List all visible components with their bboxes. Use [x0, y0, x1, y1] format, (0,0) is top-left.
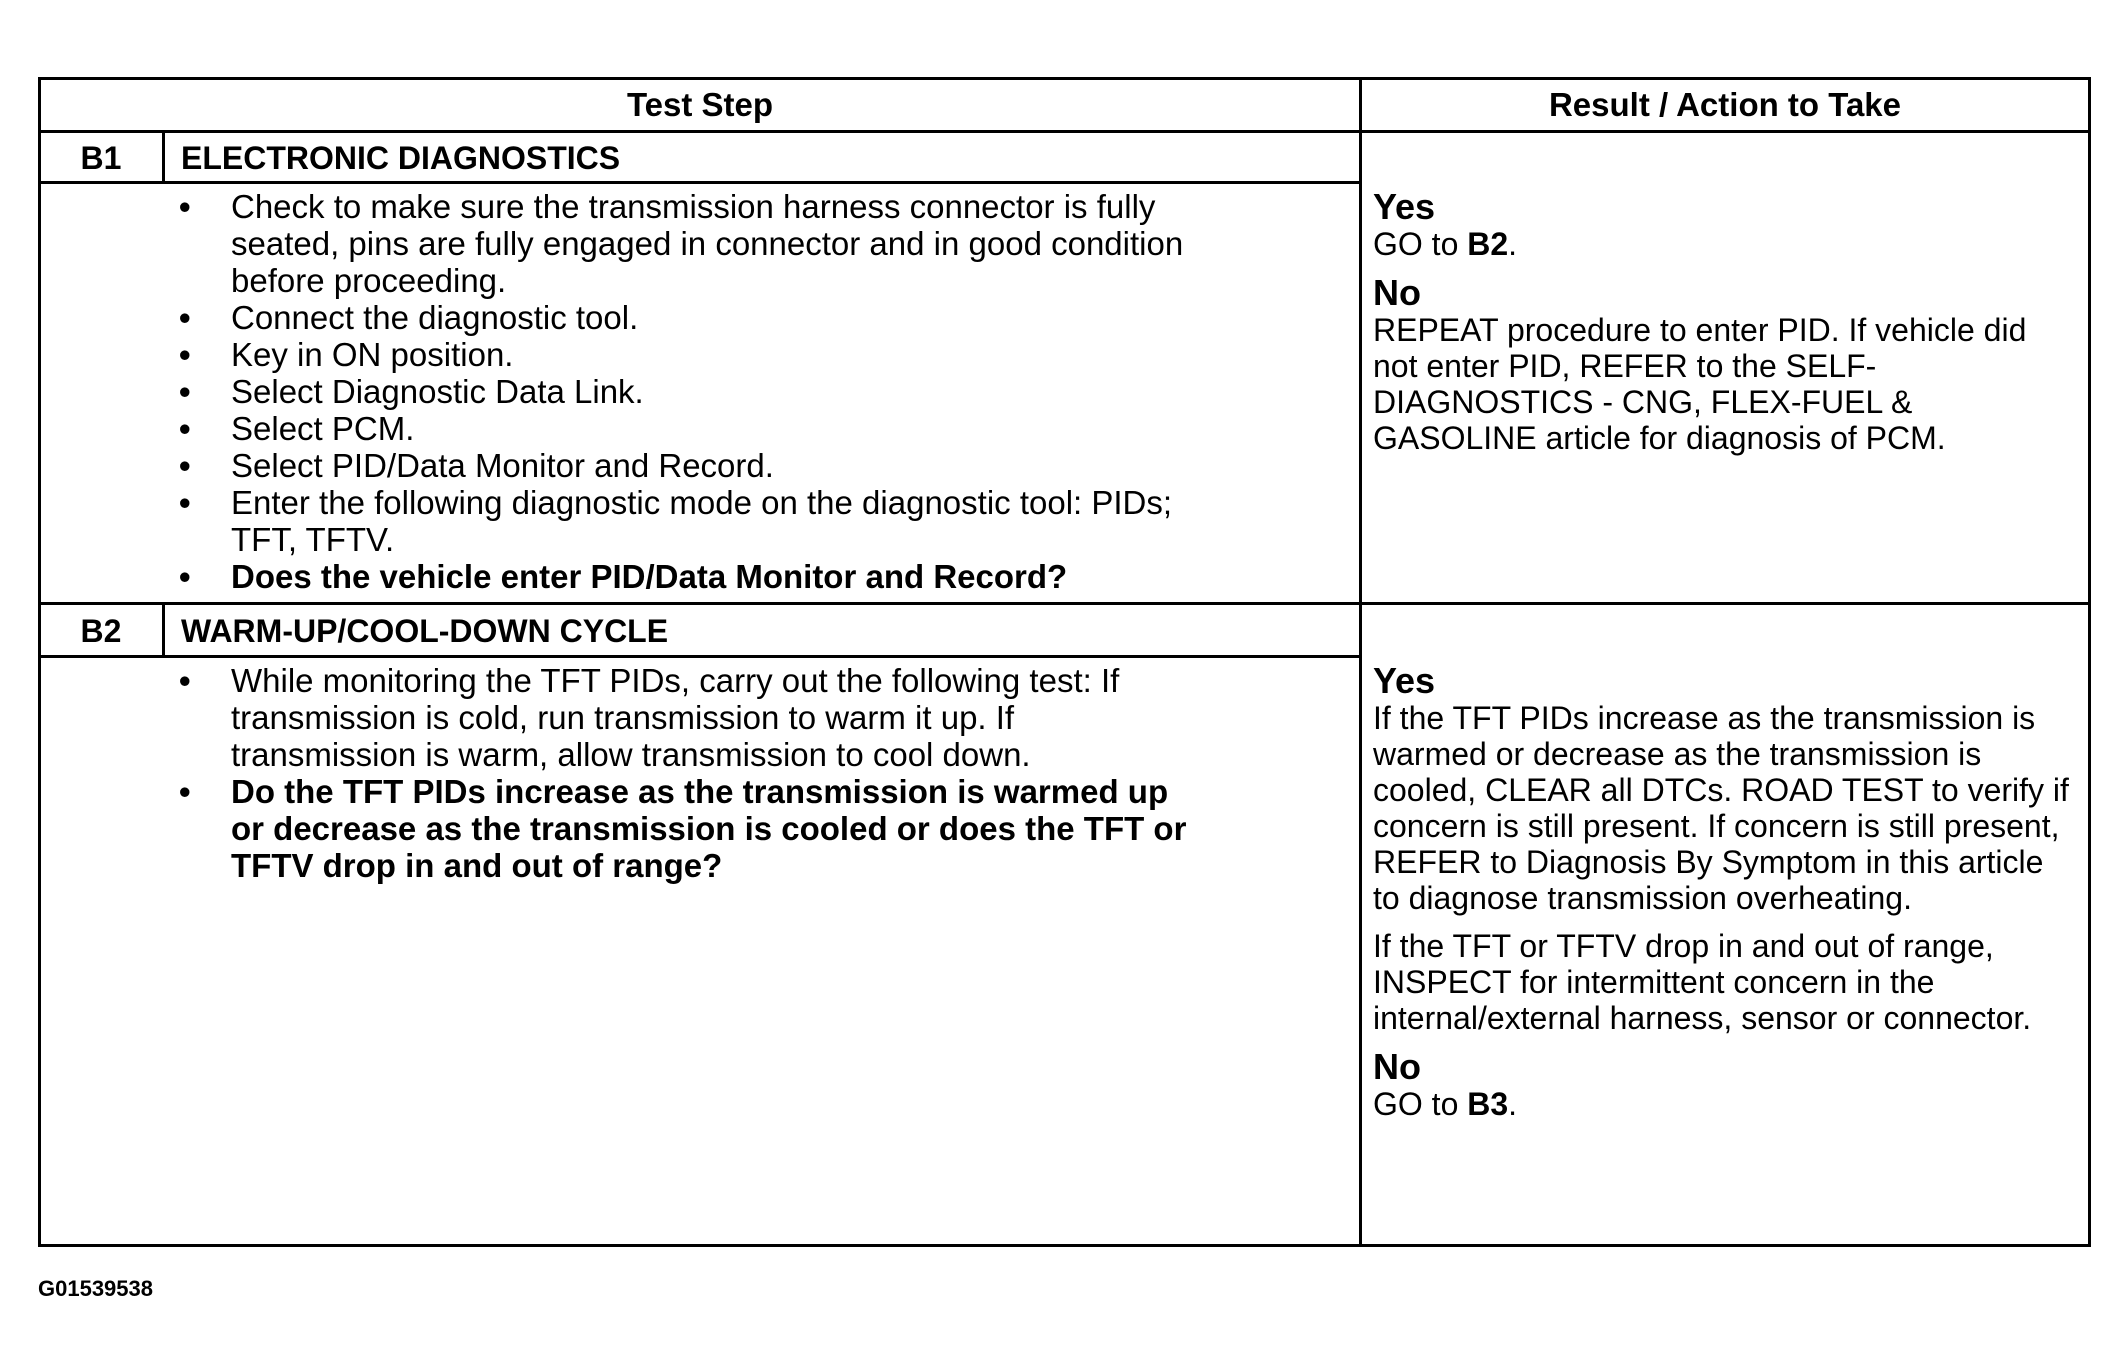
- b1-yes-action: GO to B2.: [1373, 226, 1518, 262]
- b2-id-divider: [162, 604, 165, 656]
- b1-step-id: B1: [80, 140, 122, 176]
- list-item: • Select Diagnostic Data Link.: [41, 373, 1191, 410]
- list-item: • Check to make sure the transmission harness connector is fully seated, pins are fully engaged in connector and in good condition before proceeding.: [41, 188, 1191, 299]
- b2-title-divider: [41, 655, 1360, 658]
- b1-no-action: REPEAT procedure to enter PID. If vehicle did not enter PID, REFER to the SELF-DIAGNOSTICS - CNG, FLEX-FUEL & GASOLINE article for diagnosis of PCM.: [1373, 312, 2027, 456]
- b1-no-label: No: [1373, 272, 1421, 313]
- b1-id-divider: [162, 130, 165, 182]
- list-item: • Select PID/Data Monitor and Record.: [41, 447, 1191, 484]
- result-action-header: Result / Action to Take: [1548, 86, 1902, 123]
- list-item: • While monitoring the TFT PIDs, carry out the following test: If transmission is cold, run transmission to warm it up. If transmission is warm, allow transmission to cool down.: [41, 662, 1191, 773]
- b2-no-label: No: [1373, 1046, 1421, 1087]
- diagnostic-table: [38, 77, 2091, 1247]
- column-divider: [1359, 80, 1362, 1244]
- b2-step-list: [41, 662, 1191, 884]
- b1-yes-label: Yes: [1373, 186, 1436, 227]
- header-divider: [41, 130, 2088, 133]
- b2-step-id: B2: [80, 613, 122, 649]
- list-item: • Does the vehicle enter PID/Data Monitor and Record?: [41, 558, 1191, 595]
- b1-step-list: [41, 188, 1191, 595]
- b1-result: [1373, 188, 2073, 456]
- list-item: • Key in ON position.: [41, 336, 1191, 373]
- list-item: • Connect the diagnostic tool.: [41, 299, 1191, 336]
- b1-step-title: ELECTRONIC DIAGNOSTICS: [181, 140, 621, 176]
- list-item: • Select PCM.: [41, 410, 1191, 447]
- figure-id: G01539538: [38, 1276, 153, 1301]
- b2-step-title: WARM-UP/COOL-DOWN CYCLE: [181, 613, 669, 649]
- list-item: • Enter the following diagnostic mode on the diagnostic tool: PIDs; TFT, TFTV.: [41, 484, 1191, 558]
- b1-title-divider: [41, 181, 1360, 184]
- b2-yes-action-2: If the TFT or TFTV drop in and out of range, INSPECT for intermittent concern in the internal/external harness, sensor or connector.: [1373, 928, 2032, 1036]
- b2-result: [1373, 662, 2073, 1122]
- b2-yes-label: Yes: [1373, 660, 1436, 701]
- b2-yes-action-1: If the TFT PIDs increase as the transmission is warmed or decrease as the transmission is cooled, CLEAR all DTCs. ROAD TEST to verify if concern is still present. If concern is still present, REFER to Diagnosis By Symptom in this article to diagnose transmission overheating.: [1373, 700, 2069, 916]
- b1-b2-divider: [41, 602, 2088, 605]
- test-step-header: Test Step: [626, 86, 774, 123]
- list-item: • Do the TFT PIDs increase as the transmission is warmed up or decrease as the transmission is cooled or does the TFT or TFTV drop in and out of range?: [41, 773, 1191, 884]
- b2-no-action: GO to B3.: [1373, 1086, 1518, 1122]
